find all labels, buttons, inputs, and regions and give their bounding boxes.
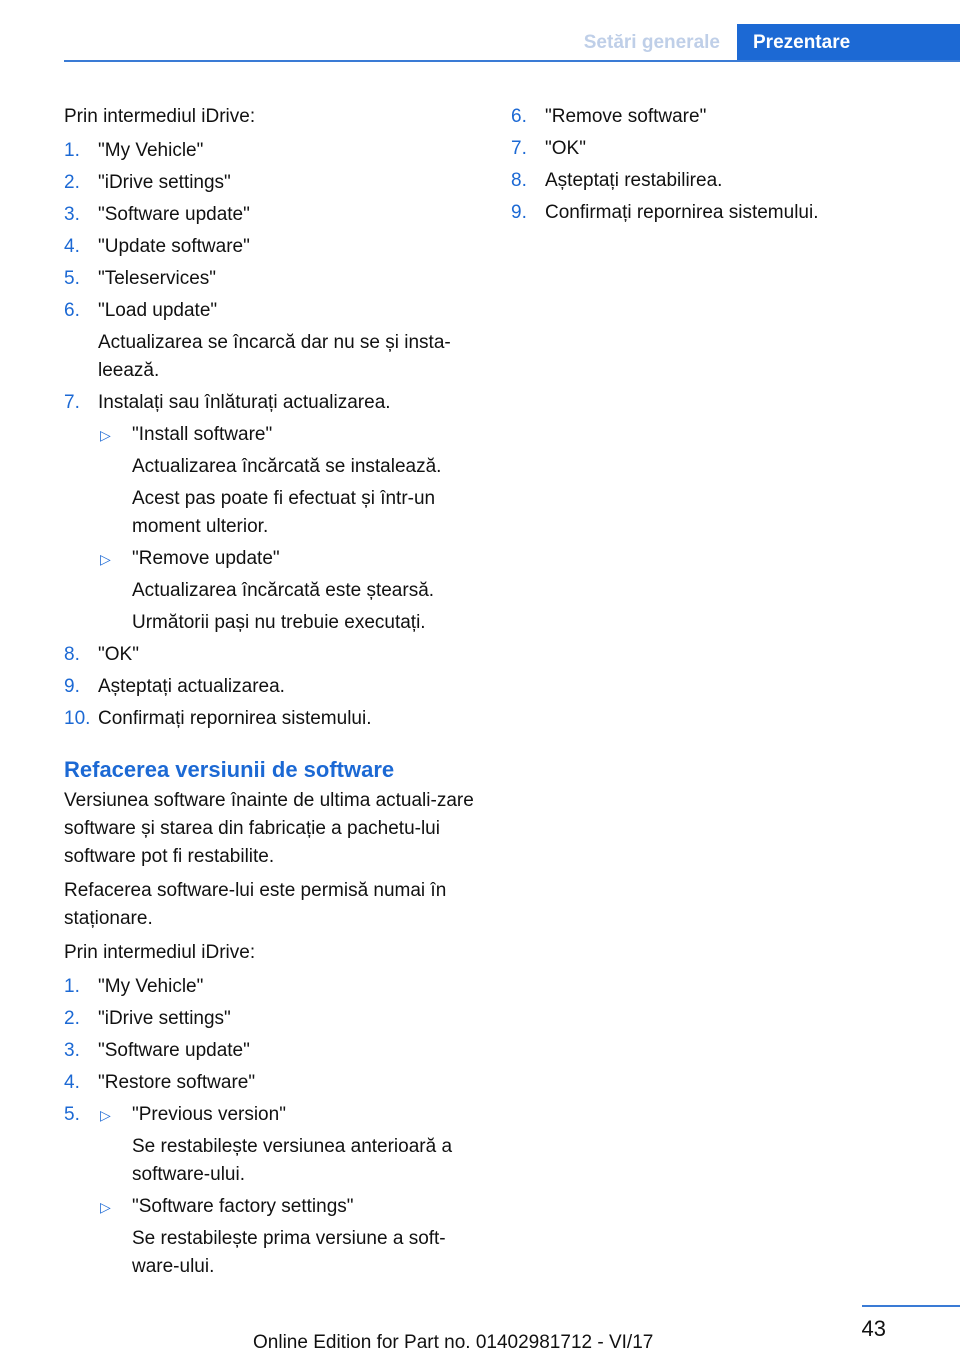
right-column <box>511 103 931 231</box>
step-text: "My Vehicle" <box>98 976 204 997</box>
list-item <box>64 1101 484 1281</box>
option-desc: Se restabilește prima versiune a soft-ware-ului. <box>132 1228 446 1277</box>
step-number: 7. <box>64 392 80 413</box>
list-item <box>64 705 484 733</box>
option-desc: Se restabilește versiunea anterioară a software-ului. <box>132 1136 453 1185</box>
page-number: 43 <box>861 1316 886 1341</box>
step-text: "Software update" <box>98 1040 250 1061</box>
intro-text: Prin intermediul iDrive: <box>64 106 256 127</box>
step-number: 4. <box>64 1072 80 1093</box>
section-heading: Refacerea versiunii de software <box>64 757 395 782</box>
left-column <box>64 103 484 1285</box>
list-item <box>64 1069 484 1097</box>
step-text: Confirmați repornirea sistemului. <box>98 708 372 729</box>
option-text: "Install software" <box>132 424 273 445</box>
list-item <box>64 1037 484 1065</box>
step-number: 8. <box>64 644 80 665</box>
step-text: "Load update" <box>98 300 218 321</box>
step-text: "Remove software" <box>545 106 707 127</box>
update-steps <box>64 137 484 733</box>
body-paragraph: Refacerea software-lui este permisă numai în staționare. <box>64 880 447 929</box>
step-number: 2. <box>64 172 80 193</box>
step-text: Confirmați repornirea sistemului. <box>545 202 819 223</box>
list-item <box>511 167 931 195</box>
option-item <box>98 421 484 541</box>
option-item <box>98 545 484 637</box>
list-item <box>64 641 484 669</box>
step-number: 1. <box>64 976 80 997</box>
list-item <box>64 673 484 701</box>
list-item <box>511 103 931 131</box>
option-list <box>98 1101 484 1281</box>
restore-steps <box>64 973 484 1281</box>
step-number: 7. <box>511 138 527 159</box>
step-text: "OK" <box>545 138 586 159</box>
step-text: Așteptați restabilirea. <box>545 170 723 191</box>
step-note: Actualizarea se încarcă dar nu se și insta-leează. <box>98 332 451 381</box>
step-number: 10. <box>64 708 91 729</box>
triangle-right-icon: ▷ <box>100 1199 111 1215</box>
header-section-title: Setări generale <box>583 32 720 53</box>
step-number: 3. <box>64 204 80 225</box>
footer-rule <box>862 1305 960 1307</box>
step-number: 2. <box>64 1008 80 1029</box>
list-item <box>64 265 484 293</box>
step-number: 1. <box>64 140 80 161</box>
list-item <box>64 233 484 261</box>
step-text: "iDrive settings" <box>98 1008 231 1029</box>
step-number: 4. <box>64 236 80 257</box>
footer-edition: Online Edition for Part no. 01402981712 - VI/17 <box>253 1332 654 1353</box>
list-item <box>64 169 484 197</box>
triangle-right-icon: ▷ <box>100 1107 111 1123</box>
step-number: 6. <box>64 300 80 321</box>
restore-steps-continued <box>511 103 931 227</box>
header-rule <box>64 60 960 62</box>
step-text: "iDrive settings" <box>98 172 231 193</box>
step-text: "My Vehicle" <box>98 140 204 161</box>
option-text: "Remove update" <box>132 548 280 569</box>
step-text: "Software update" <box>98 204 250 225</box>
header-tab: Prezentare <box>737 24 960 62</box>
list-item <box>64 137 484 165</box>
step-number: 9. <box>511 202 527 223</box>
option-list <box>98 421 484 637</box>
option-item <box>98 1101 484 1189</box>
list-item <box>64 389 484 637</box>
body-paragraph: Versiunea software înainte de ultima actuali-zare software și starea din fabricație a pachetu-lui software pot fi restabilite. <box>64 790 474 867</box>
triangle-right-icon: ▷ <box>100 427 111 443</box>
step-number: 3. <box>64 1040 80 1061</box>
step-text: Așteptați actualizarea. <box>98 676 285 697</box>
triangle-right-icon: ▷ <box>100 551 111 567</box>
option-desc: Actualizarea încărcată este ștearsă. <box>132 580 435 601</box>
step-number: 9. <box>64 676 80 697</box>
step-number: 6. <box>511 106 527 127</box>
option-text: "Previous version" <box>132 1104 286 1125</box>
option-item <box>98 1193 484 1281</box>
list-item <box>511 199 931 227</box>
list-item <box>64 973 484 1001</box>
step-text: Instalați sau înlăturați actualizarea. <box>98 392 391 413</box>
step-number: 8. <box>511 170 527 191</box>
list-item <box>511 135 931 163</box>
list-item <box>64 201 484 229</box>
option-desc: Acest pas poate fi efectuat și într-un moment ulterior. <box>132 488 436 537</box>
list-item <box>64 1005 484 1033</box>
option-desc: Actualizarea încărcată se instalează. <box>132 456 442 477</box>
step-text: "Restore software" <box>98 1072 256 1093</box>
option-desc: Următorii pași nu trebuie executați. <box>132 612 426 633</box>
step-text: "Update software" <box>98 236 250 257</box>
option-text: "Software factory settings" <box>132 1196 354 1217</box>
step-number: 5. <box>64 268 80 289</box>
step-text: "Teleservices" <box>98 268 217 289</box>
list-item <box>64 297 484 385</box>
intro-text: Prin intermediul iDrive: <box>64 942 256 963</box>
step-text: "OK" <box>98 644 139 665</box>
step-number: 5. <box>64 1104 80 1125</box>
